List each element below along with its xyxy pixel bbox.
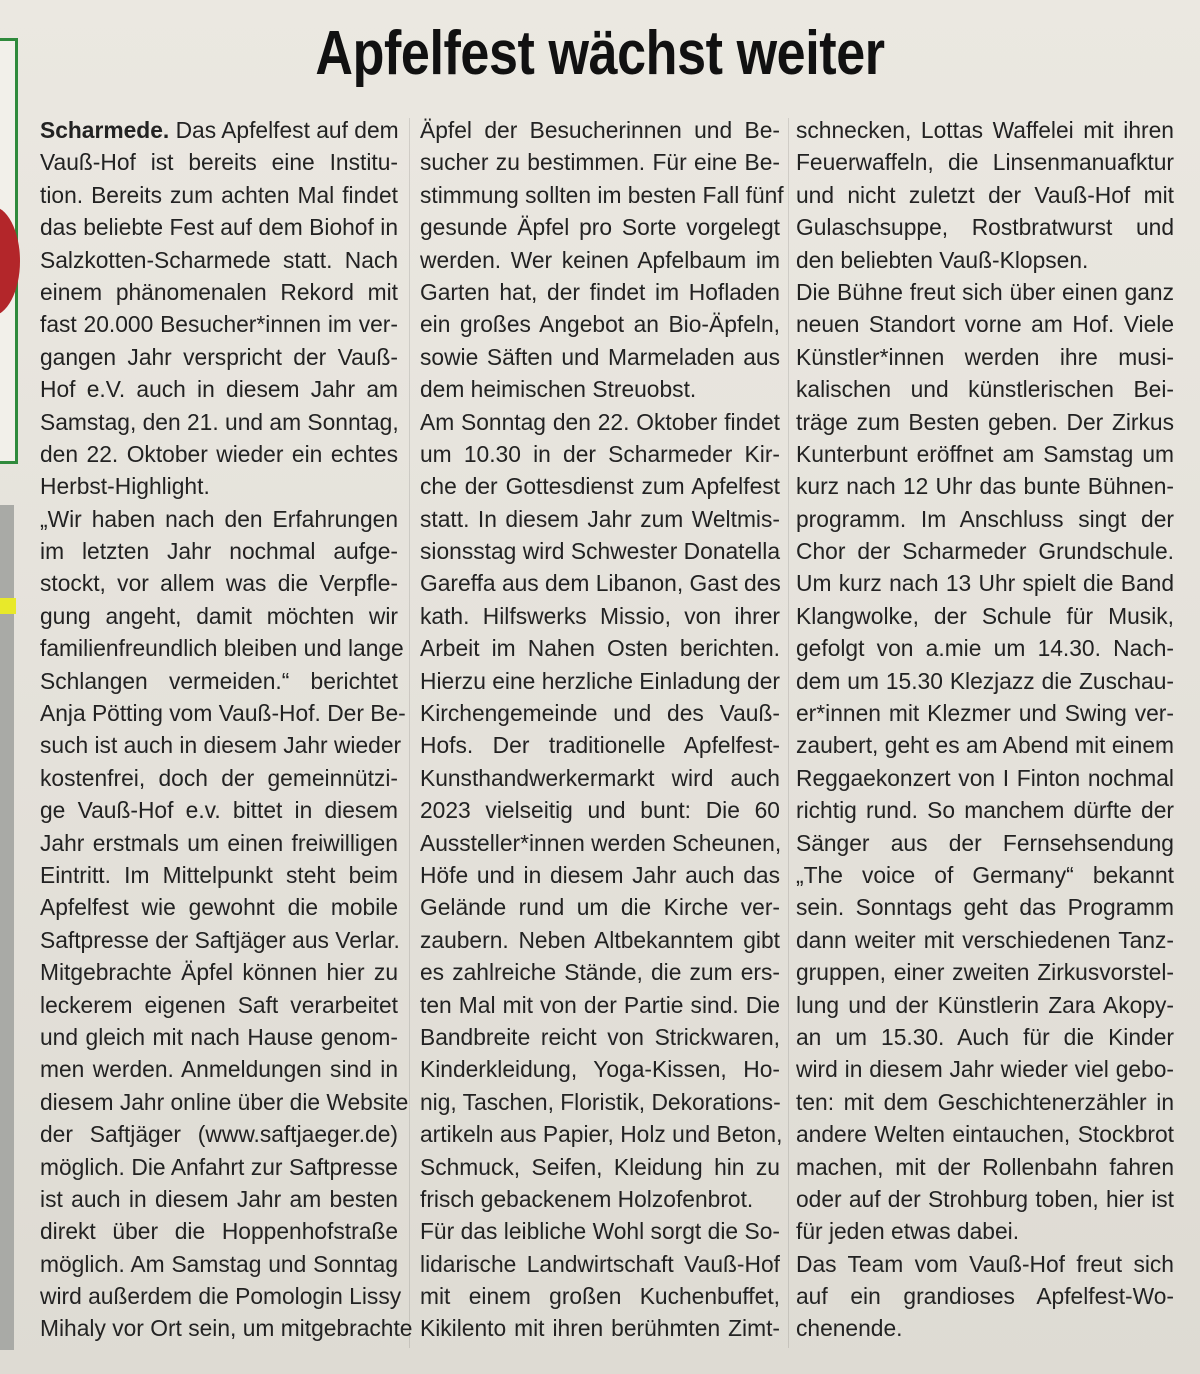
article-column-3 [796, 114, 1174, 1345]
article-line: neuen Standort vorne am Hof. Viele [796, 311, 1174, 338]
article-line: ein großes Angebot an Bio-Äpfeln, [420, 311, 780, 338]
article-line: Kunterbunt eröffnet am Samstag um [796, 440, 1174, 467]
article-line: chenende. [796, 1315, 903, 1342]
article-line: gefolgt von a.mie um 14.30. Nach- [796, 635, 1174, 662]
article-line: zaubert, geht es am Abend mit einem [796, 732, 1174, 759]
article-line: Saftpresse der Saftjäger aus Verlar. [40, 926, 400, 953]
article-line: werden. Wer keinen Apfelbaum im [420, 246, 780, 273]
article-line: Äpfel der Besucherinnen und Be- [420, 117, 780, 143]
article-line: sowie Säften und Marmeladen aus [420, 343, 780, 370]
article-line: Anja Pötting vom Vauß-Hof. Der Be- [40, 700, 406, 727]
article-line: Feuerwaffeln, die Linsenmanuafktur [796, 149, 1174, 176]
article-line: das beliebte Fest auf dem Biohof in [40, 214, 398, 241]
article-line: ge Vauß-Hof e.v. bittet in diesem [40, 797, 398, 824]
article-line: sucher zu bestimmen. Für eine Be- [420, 149, 780, 176]
article-line: Sänger aus der Fernsehsendung [796, 829, 1174, 856]
article-line: kalischen und künstlerischen Bei- [796, 376, 1174, 403]
article-line: lung und der Künstlerin Zara Akopy- [796, 991, 1174, 1018]
article-line: Salzkotten-Scharmede statt. Nach [40, 246, 398, 273]
article-line: Samstag, den 21. und am Sonntag, [40, 408, 399, 435]
article-line: Künstler*innen werden ihre musi- [796, 343, 1174, 370]
headline: Apfelfest wächst weiter [315, 19, 885, 88]
article-line: andere Welten eintauchen, Stockbrot [796, 1121, 1174, 1148]
article-line: Gulaschsuppe, Rostbratwurst und [796, 214, 1174, 241]
article-line: gangen Jahr verspricht der Vauß- [40, 343, 398, 370]
article-line: Apfelfest wie gewohnt die mobile [40, 894, 398, 921]
article-line: programm. Im Anschluss singt der [796, 505, 1174, 532]
article-line: schnecken, Lottas Waffelei mit ihren [796, 117, 1174, 143]
adjacent-ad-marker [0, 598, 16, 614]
article-line: gung angeht, damit möchten wir [40, 602, 398, 629]
article-line: den beliebten Vauß-Klopsen. [796, 246, 1089, 273]
article-line: Bandbreite reicht von Strickwaren, [420, 1023, 780, 1050]
article-line: Kirchengemeinde und des Vauß- [420, 700, 780, 727]
article-line: für jeden etwas dabei. [796, 1218, 1020, 1245]
article-line: Kunsthandwerkermarkt wird auch [420, 764, 780, 791]
article-line: statt. In diesem Jahr zum Weltmis- [420, 505, 780, 532]
article-line: richtig rund. So manchem dürfte der [796, 797, 1174, 824]
article-line: mit einem großen Kuchenbuffet, [420, 1283, 780, 1310]
article-line: stockt, vor allem was die Verpfle- [40, 570, 398, 597]
column-divider [409, 118, 410, 1348]
article-line: er*innen mit Klezmer und Swing ver- [796, 700, 1174, 727]
article-line: kostenfrei, doch der gemeinnützi- [40, 764, 398, 791]
article-line: ten: mit dem Geschichtenerzähler in [796, 1088, 1174, 1115]
article-line: leckerem eigenen Saft verarbeitet [40, 991, 398, 1018]
article-line: Mihaly vor Ort sein, um mitgebrachte [40, 1315, 413, 1342]
article-line: Chor der Scharmeder Grundschule. [796, 538, 1174, 565]
article-line: frisch gebackenem Holzofenbrot. [420, 1185, 754, 1212]
article-line: Aussteller*innen werden Scheunen, [420, 829, 782, 856]
article-line: zaubern. Neben Altbekanntem gibt [420, 926, 780, 953]
article-line: artikeln aus Papier, Holz und Beton, [420, 1121, 783, 1148]
article-line: und nicht zuletzt der Vauß-Hof mit [796, 181, 1174, 208]
article-line: lidarische Landwirtschaft Vauß-Hof [420, 1250, 780, 1277]
article-line: Kinderkleidung, Yoga-Kissen, Ho- [420, 1056, 780, 1083]
article-column-2 [420, 114, 784, 1345]
article-line: Herbst-Highlight. [40, 473, 210, 500]
article-line: Höfe und in diesem Jahr auch das [420, 861, 780, 888]
article-line: tion. Bereits zum achten Mal findet [40, 181, 398, 208]
article-line: „The voice of Germany“ bekannt [796, 861, 1174, 888]
article-line: Gareffa aus dem Libanon, Gast des [420, 570, 781, 597]
article-line: möglich. Die Anfahrt zur Saftpresse [40, 1153, 398, 1180]
article-line: kurz nach 12 Uhr das bunte Bühnen- [796, 473, 1174, 500]
article-line [40, 114, 398, 146]
article-line: gruppen, einer zweiten Zirkusvorstel- [796, 959, 1174, 986]
article-line: dem heimischen Streuobst. [420, 376, 697, 403]
article-line: such ist auch in diesem Jahr wieder [40, 732, 402, 759]
article-line: und gleich mit nach Hause genom- [40, 1023, 398, 1050]
article-line: Garten hat, der findet im Hofladen [420, 278, 780, 305]
article-line: wird in diesem Jahr wieder viel gebo- [796, 1056, 1174, 1083]
article-line: oder auf der Strohburg toben, hier ist [796, 1185, 1174, 1212]
article-column-1 [40, 114, 413, 1345]
article-line: direkt über die Hoppenhofstraße [40, 1218, 398, 1245]
article-line: auf ein grandioses Apfelfest-Wo- [796, 1283, 1174, 1310]
article-line: fast 20.000 Besucher*innen im ver- [40, 311, 398, 338]
article-line: nig, Taschen, Floristik, Dekorations- [420, 1088, 781, 1115]
article-line: Hierzu eine herzliche Einladung der [420, 667, 780, 694]
article-line: „Wir haben nach den Erfahrungen [40, 505, 398, 532]
article-line: sein. Sonntags geht das Programm [796, 894, 1174, 921]
article-line: gesunde Äpfel pro Sorte vorgelegt [420, 214, 780, 241]
article-line: Schlangen vermeiden.“ berichtet [40, 667, 398, 694]
article-line-text: Das Apfelfest auf dem [175, 117, 399, 143]
article-line: Am Sonntag den 22. Oktober findet [420, 408, 780, 435]
article-line: Hofs. Der traditionelle Apfelfest- [420, 732, 780, 759]
article-line: Die Bühne freut sich über einen ganz [796, 278, 1174, 305]
article-line: um 10.30 in der Scharmeder Kir- [420, 440, 780, 467]
article-line: Reggaekonzert von I Finton nochmal [796, 764, 1174, 791]
article-line: Gelände rund um die Kirche ver- [420, 894, 780, 921]
article-line: che der Gottesdienst zum Apfelfest [420, 473, 780, 500]
article-line: ten Mal mit von der Partie sind. Die [420, 991, 780, 1018]
article-line: stimmung sollten im besten Fall fünf [420, 181, 784, 208]
article-line: Jahr erstmals um einen freiwilligen [40, 829, 398, 856]
article-line: kath. Hilfswerks Missio, von ihrer [420, 602, 780, 629]
article-line: Hof e.V. auch in diesem Jahr am [40, 376, 398, 403]
article-line: träge zum Besten geben. Der Zirkus [796, 408, 1174, 435]
article-line: einem phänomenalen Rekord mit [40, 278, 398, 305]
article-line: dann weiter mit verschiedenen Tanz- [796, 926, 1174, 953]
article-line: machen, mit der Rollenbahn fahren [796, 1153, 1174, 1180]
article-line: Vauß-Hof ist bereits eine Institu- [40, 149, 398, 176]
article-line: ist auch in diesem Jahr am besten [40, 1185, 398, 1212]
article-line: es zahlreiche Stände, die zum ers- [420, 959, 780, 986]
article-line: möglich. Am Samstag und Sonntag [40, 1250, 398, 1277]
article-line: Kikilento mit ihren berühmten Zimt- [420, 1315, 780, 1342]
article-line: sionsstag wird Schwester Donatella [420, 538, 780, 565]
article-line: der Saftjäger (www.saftjaeger.de) [40, 1121, 398, 1148]
article-line: Schmuck, Seifen, Kleidung hin zu [420, 1153, 780, 1180]
article-line: Eintritt. Im Mittelpunkt steht beim [40, 861, 398, 888]
column-divider [788, 118, 789, 1348]
article-line: men werden. Anmeldungen sind in [40, 1056, 398, 1083]
article-line: diesem Jahr online über die Website [40, 1088, 409, 1115]
article-line: Arbeit im Nahen Osten berichten. [420, 635, 780, 662]
article-line: familienfreundlich bleiben und lange [40, 635, 404, 662]
article-line: Das Team vom Vauß-Hof freut sich [796, 1250, 1174, 1277]
article-line: den 22. Oktober wieder ein echtes [40, 440, 398, 467]
article-line: im letzten Jahr nochmal aufge- [40, 538, 398, 565]
adjacent-ad-edge-grey [0, 505, 14, 1350]
article-line: wird außerdem die Pomologin Lissy [40, 1283, 402, 1310]
article-line: Mitgebrachte Äpfel können hier zu [40, 959, 398, 986]
dateline: Scharmede. [40, 117, 170, 143]
article-line: 2023 vielseitig und bunt: Die 60 [420, 797, 780, 824]
article-line: Klangwolke, der Schule für Musik, [796, 602, 1174, 629]
article-line: Um kurz nach 13 Uhr spielt die Band [796, 570, 1174, 597]
article-line: an um 15.30. Auch für die Kinder [796, 1023, 1174, 1050]
article-line: Für das leibliche Wohl sorgt die So- [420, 1218, 780, 1245]
article-line: dem um 15.30 Klezjazz die Zuschau- [796, 667, 1174, 694]
